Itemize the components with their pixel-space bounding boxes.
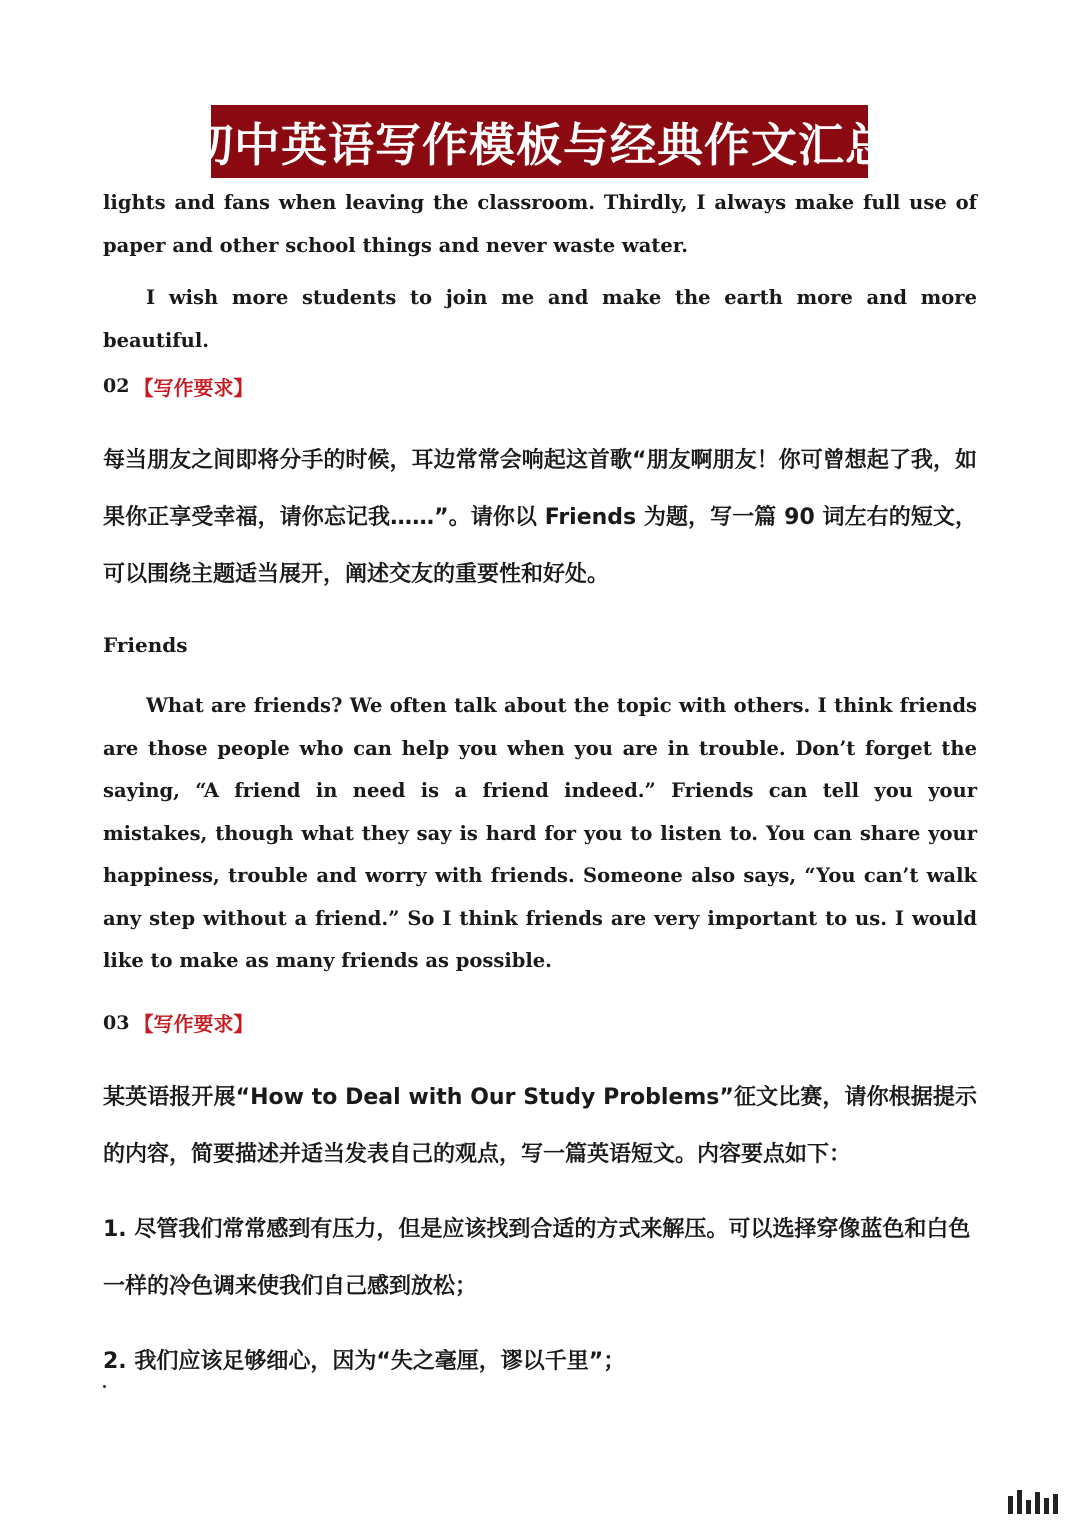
paragraph-continuation: lights and fans when leaving the classroom. Thirdly, I always make full use of paper and other school things and never waste water. xyxy=(103,191,977,257)
page-title: 初中英语写作模板与经典作文汇总 xyxy=(187,117,892,172)
requirement-label: 【写作要求】 xyxy=(133,1012,254,1036)
watermark-icon xyxy=(1008,1490,1058,1514)
document-body xyxy=(103,182,977,1390)
writing-prompt-03: 某英语报开展“How to Deal with Our Study Problems”征文比赛，请你根据提示的内容，简要描述并适当发表自己的观点，写一篇英语短文。内容要点如下： xyxy=(103,1084,977,1167)
list-item: 1. 尽管我们常常感到有压力，但是应该找到合适的方式来解压。可以选择穿像蓝色和白色一样的冷色调来使我们自己感到放松； xyxy=(103,1216,971,1299)
paragraph-closing: I wish more students to join me and make the earth more and more beautiful. xyxy=(103,286,977,352)
requirement-label: 【写作要求】 xyxy=(133,375,254,400)
writing-prompt-02: 每当朋友之间即将分手的时候，耳边常常会响起这首歌“朋友啊朋友！你可曾想起了我，如果你正享受幸福，请你忘记我……”。请你以 Friends 为题，写一篇 90 词左右的短文，可以围绕主题适当展开，阐述交友的重要性和好处。 xyxy=(103,448,977,587)
section-number: 03 xyxy=(103,1011,130,1034)
section-number: 02 xyxy=(103,375,130,397)
section-heading-02 xyxy=(103,366,977,406)
title-banner xyxy=(187,105,892,178)
essay-body: What are friends? We often talk about the topic with others. I think friends are those people who can help you when you are in trouble. Don’t forget the saying, “A friend in need is a friend indeed.” Friends can tell you your mistakes, though what they say is hard for you to listen to. You can share your happiness, trouble and worry with friends. Someone also says, “You can’t walk any step without a friend.” So I think friends are very important to us. I would like to make as many friends as possible. xyxy=(103,694,977,972)
essay-title: Friends xyxy=(103,633,188,657)
list-item: 2. 我们应该足够细心，因为“失之毫厘，谬以千里”； xyxy=(103,1348,626,1374)
page-dot xyxy=(103,1385,106,1388)
section-heading-03 xyxy=(103,1003,977,1043)
